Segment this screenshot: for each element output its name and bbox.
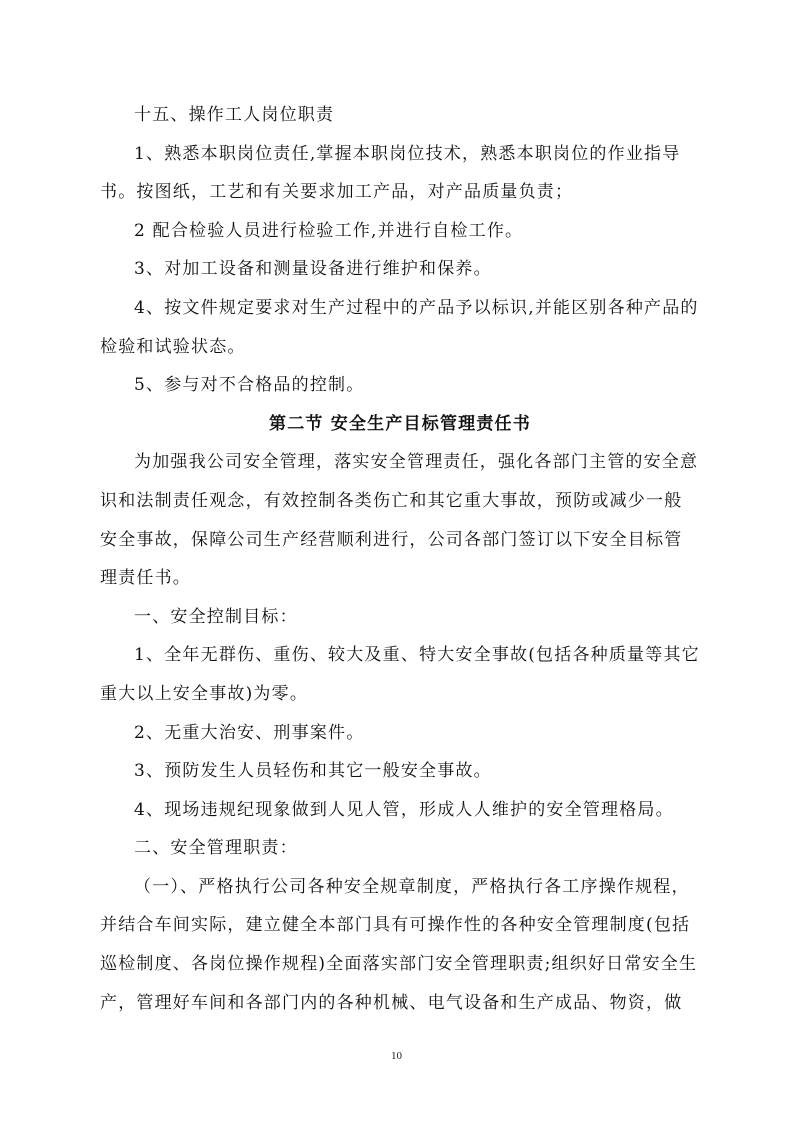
paragraph: 4、按文件规定要求对生产过程中的产品予以标识,并能区别各种产品的检验和试验状态。 <box>100 297 699 357</box>
paragraph: 2、无重大治安、刑事案件。 <box>134 722 365 743</box>
section-heading: 第二节 安全生产目标管理责任书 <box>269 413 531 434</box>
paragraph: 2 配合检验人员进行检验工作,并进行自检工作。 <box>134 220 524 241</box>
document-body <box>100 96 700 1022</box>
paragraph: 3、预防发生人员轻伤和其它一般安全事故。 <box>134 761 492 782</box>
paragraph: 二、安全管理职责： <box>134 838 298 859</box>
paragraph: 4、现场违规纪现象做到人见人管，形成人人维护的安全管理格局。 <box>134 799 674 820</box>
paragraph: 一、安全控制目标： <box>134 606 298 627</box>
paragraph: 十五、操作工人岗位职责 <box>134 105 335 125</box>
paragraph: 1、全年无群伤、重伤、较大及重、特大安全事故(包括各种质量等其它重大以上安全事故)为零。 <box>100 645 700 704</box>
paragraph: 1、熟悉本职岗位责任,掌握本职岗位技术，熟悉本职岗位的作业指导书。按图纸，工艺和有关要求加工产品，对产品质量负责； <box>100 143 681 203</box>
paragraph: 3、对加工设备和测量设备进行维护和保养。 <box>134 259 492 280</box>
paragraph: （一）、严格执行公司各种安全规章制度，严格执行各工序操作规程，并结合车间实际，建立健全本部门具有可操作性的各种安全管理制度(包括巡检制度、各岗位操作规程)全面落实部门安全管理职责;组织好日常安全生产，管理好车间和各部门内的各种机械、电气设备和生产成品、物资，做 <box>100 876 698 1013</box>
paragraph: 为加强我公司安全管理，落实安全管理责任，强化各部门主管的安全意识和法制责任观念，有效控制各类伤亡和其它重大事故，预防或减少一般安全事故，保障公司生产经营顺利进行，公司各部门签订以下安全目标管理责任书。 <box>100 452 699 589</box>
page-number: 10 <box>391 1050 402 1062</box>
paragraph: 5、参与对不合格品的控制。 <box>134 375 365 396</box>
